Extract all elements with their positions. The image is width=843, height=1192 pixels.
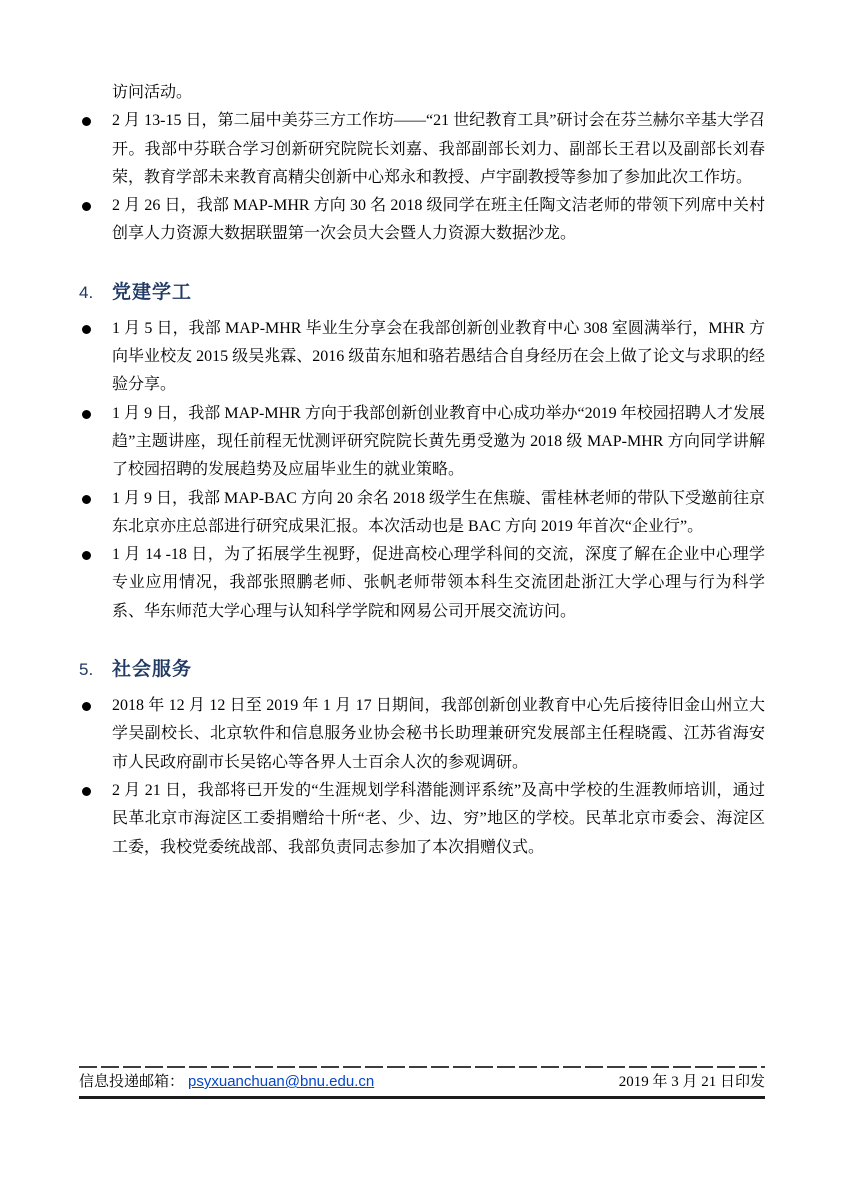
- bullet-list-party-building: [79, 315, 765, 626]
- bullet-text: 1 月 14 -18 日，为了拓展学生视野，促进高校心理学科间的交流，深度了解在企业中心理学专业应用情况，我部张照鹏老师、张帆老师带领本科生交流团赴浙江大学心理与行为科学系、华东师范大学心理与认知科学学院和网易公司开展交流访问。: [112, 546, 765, 620]
- section-heading-party-building: [79, 280, 765, 306]
- bullet-icon: [82, 325, 91, 334]
- email-label: 信息投递邮箱：: [79, 1074, 185, 1090]
- bullet-icon: [82, 117, 91, 126]
- section-title: 党建学工: [112, 281, 193, 303]
- bullet-text: 2 月 13-15 日，第二届中美芬三方工作坊——“21 世纪教育工具”研讨会在芬兰赫尔辛基大学召开。我部中芬联合学习创新研究院院长刘嘉、我部副部长刘力、副部长王君以及副部长刘春荣，教育学部未来教育高精尖创新中心郑永和教授、卢宇副教授等参加了参加此次工作坊。: [112, 112, 765, 186]
- list-item: [79, 541, 765, 626]
- bullet-icon: [82, 702, 91, 711]
- section-number: 4.: [79, 282, 94, 302]
- bullet-list-social-service: [79, 692, 765, 862]
- section-title: 社会服务: [112, 659, 193, 681]
- section-number: 5.: [79, 660, 94, 680]
- footer-row: [79, 1068, 765, 1096]
- bullet-text: 1 月 9 日，我部 MAP-MHR 方向于我部创新创业教育中心成功举办“2019 年校园招聘人才发展趋”主题讲座，现任前程无忧测评研究院院长黄先勇受邀为 2018 级 MAP-MHR 方向同学讲解了校园招聘的发展趋势及应届毕业生的就业策略。: [112, 404, 765, 479]
- list-item: [79, 107, 765, 192]
- bullet-icon: [82, 787, 91, 796]
- bullet-text: 1 月 9 日，我部 MAP-BAC 方向 20 余名 2018 级学生在焦璇、雷桂林老师的带队下受邀前往京东北京亦庄总部进行研究成果汇报。本次活动也是 BAC 方向 2019 年首次“企业行”。: [112, 489, 765, 535]
- page-footer: [79, 1066, 765, 1099]
- bullet-text: 1 月 5 日，我部 MAP-MHR 毕业生分享会在我部创新创业教育中心 308 室圆满举行，MHR 方向毕业校友 2015 级吴兆霖、2016 级苗东旭和骆若愚结合自身经历在会上做了论文与求职的经验分享。: [112, 319, 765, 394]
- bullet-icon: [82, 202, 91, 211]
- list-item: [79, 400, 765, 485]
- section-heading-social-service: [79, 657, 765, 683]
- bullet-text: 2 月 26 日，我部 MAP-MHR 方向 30 名 2018 级同学在班主任陶文洁老师的带领下列席中关村创享人力资源大数据联盟第一次会员大会暨人力资源大数据沙龙。: [112, 197, 765, 243]
- bottom-rule: [79, 1096, 765, 1099]
- list-item: [79, 777, 765, 862]
- list-item: [79, 315, 765, 400]
- list-item: [79, 192, 765, 249]
- list-item: [79, 485, 765, 542]
- bullet-list-pre-section: [79, 107, 765, 248]
- bullet-icon: [82, 495, 91, 504]
- print-date: 2019 年 3 月 21 日印发: [618, 1074, 765, 1090]
- bullet-icon: [82, 410, 91, 419]
- paragraph-continuation: 访问活动。: [112, 84, 193, 101]
- email-link[interactable]: psyxuanchuan@bnu.edu.cn: [188, 1073, 375, 1090]
- bullet-text: 2 月 21 日，我部将已开发的“生涯规划学科潜能测评系统”及高中学校的生涯教师培训，通过民革北京市海淀区工委捐赠给十所“老、少、边、穷”地区的学校。民革北京市委会、海淀区工委，我校党委统战部、我部负责同志参加了本次捐赠仪式。: [112, 781, 765, 856]
- list-item: [79, 692, 765, 777]
- newsletter-content: [79, 79, 765, 862]
- bullet-icon: [82, 551, 91, 560]
- bullet-text: 2018 年 12 月 12 日至 2019 年 1 月 17 日期间，我部创新创业教育中心先后接待旧金山州立大学吴副校长、北京软件和信息服务业协会秘书长助理兼研究发展部主任程晓霞、江苏省海安市人民政府副市长吴铭心等各界人士百余人次的参观调研。: [112, 697, 765, 771]
